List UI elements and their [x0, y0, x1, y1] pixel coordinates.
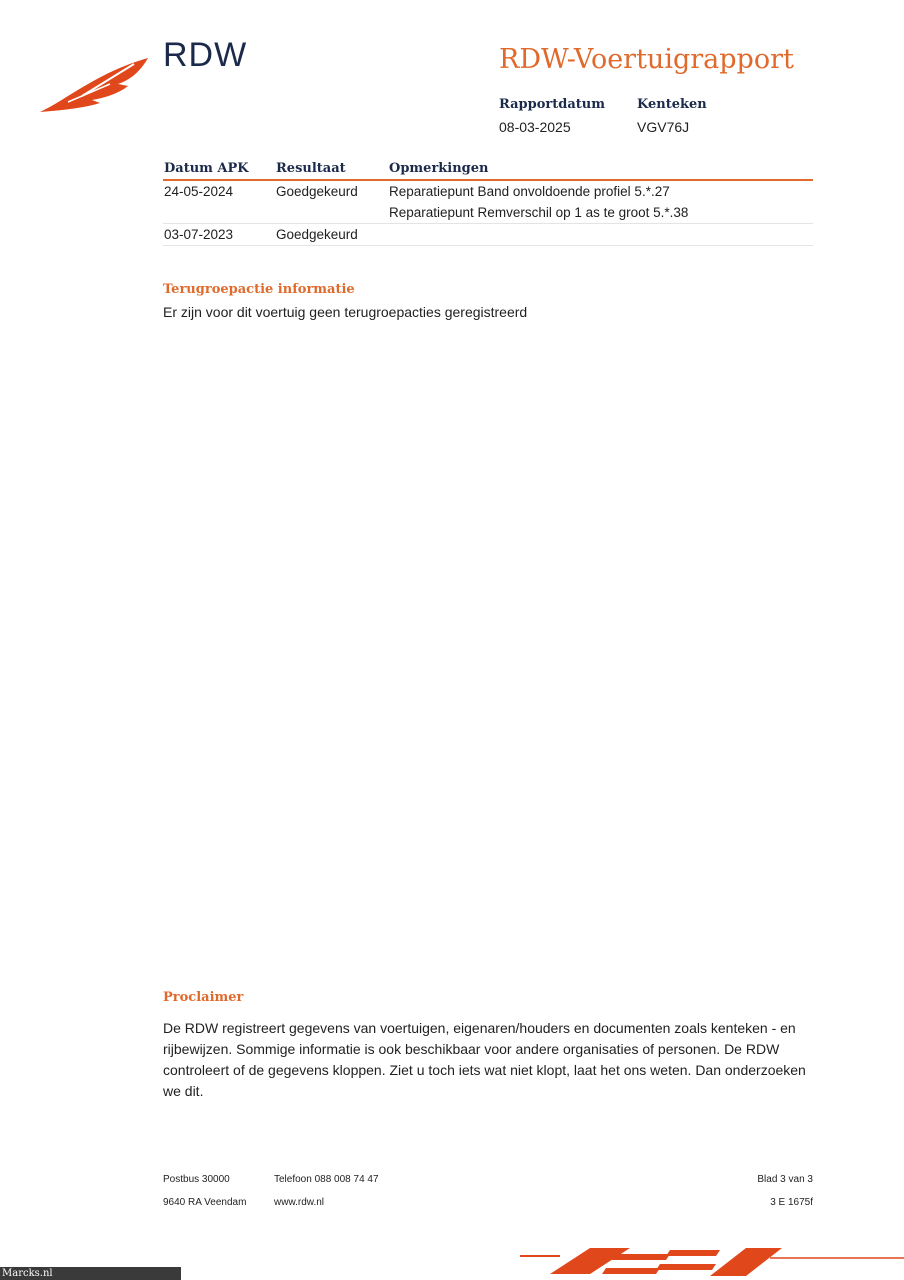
apk-table [163, 159, 813, 246]
brand-name: RDW [163, 36, 248, 74]
recall-text: Er zijn voor dit voertuig geen terugroepacties geregistreerd [163, 304, 528, 320]
cell-datum: 24-05-2024 [164, 184, 234, 199]
watermark-label: Marcks.nl [0, 1267, 181, 1280]
footer-telefoon: Telefoon 088 008 74 47 [274, 1174, 379, 1185]
cell-opmerking: Reparatiepunt Remverschil op 1 as te groot 5.*.38 [388, 202, 813, 224]
cell-resultaat: Goedgekeurd [275, 224, 388, 246]
proclaimer-line: De RDW registreert gegevens van voertuigen, eigenaren/houders en documenten zoals kenteken - en [163, 1020, 796, 1036]
table-header-row [163, 159, 813, 180]
cell-resultaat: Goedgekeurd [276, 184, 358, 199]
footer-postbus: Postbus 30000 [163, 1174, 230, 1185]
proclaimer-text [163, 1018, 813, 1102]
table-row [163, 224, 813, 246]
rapportdatum-value: 08-03-2025 [499, 119, 571, 135]
table-row [163, 180, 813, 202]
footer-page-number: Blad 3 van 3 [757, 1174, 813, 1185]
rapportdatum-label: Rapportdatum [499, 97, 605, 112]
cell-datum: 03-07-2023 [163, 224, 275, 246]
column-header-resultaat: Resultaat [275, 159, 388, 180]
footer-document-code: 3 E 1675f [770, 1197, 813, 1208]
recall-title: Terugroepactie informatie [163, 282, 355, 297]
proclaimer-line: rijbewijzen. Sommige informatie is ook beschikbaar voor andere organisaties of personen. De RDW [163, 1041, 780, 1057]
kenteken-value: VGV76J [637, 119, 690, 135]
proclaimer-title: Proclaimer [163, 990, 244, 1005]
cell-empty [163, 202, 275, 224]
footer-postcode: 9640 RA Veendam [163, 1197, 247, 1208]
cell-empty [275, 202, 388, 224]
cell-empty [388, 224, 813, 246]
table-row [163, 202, 813, 224]
proclaimer-line: we dit. [163, 1083, 204, 1099]
cell-opmerking: Reparatiepunt Band onvoldoende profiel 5.*.27 [389, 184, 670, 199]
column-header-datum: Datum APK [163, 159, 275, 180]
kenteken-label: Kenteken [637, 97, 707, 112]
footer-stripes-decoration [520, 1244, 904, 1280]
rdw-logo-feather-icon [38, 50, 150, 116]
document-title: RDW-Voertuigrapport [499, 44, 794, 75]
footer-website-link[interactable]: www.rdw.nl [274, 1197, 325, 1208]
proclaimer-line: controleert of de gegevens kloppen. Ziet u toch iets wat niet klopt, laat het ons weten. Dan onderzoeken [163, 1062, 806, 1078]
column-header-opmerkingen: Opmerkingen [388, 159, 813, 180]
